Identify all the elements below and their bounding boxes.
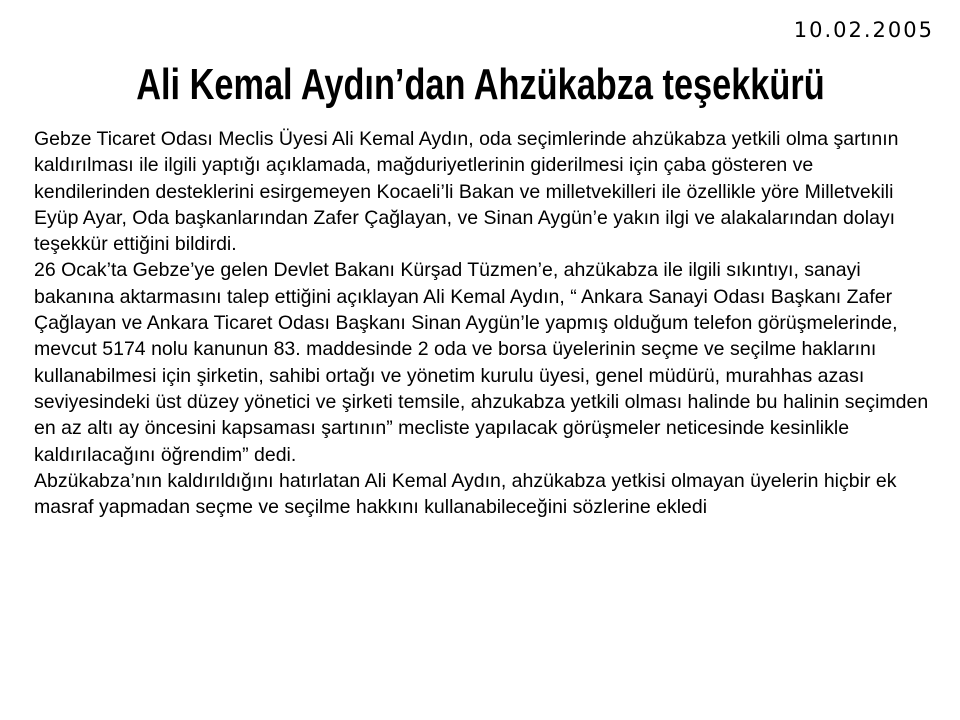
article-date: 10.02.2005: [793, 18, 934, 42]
article-paragraph: Abzükabza’nın kaldırıldığını hatırlatan Ali Kemal Aydın, ahzükabza yetkisi olmayan üyelerin hiçbir ek masraf yapmadan seçme ve seçilme hakkını kullanabileceğini sözlerine ekledi: [34, 469, 897, 519]
article-body: [34, 126, 934, 520]
article-headline: Ali Kemal Aydın’dan Ahzükabza teşekkürü: [136, 60, 825, 109]
article-paragraph: 26 Ocak’ta Gebze’ye gelen Devlet Bakanı Kürşad Tüzmen’e, ahzükabza ile ilgili sıkıntıyı, sanayi bakanına aktarmasını talep ettiğini açıklayan Ali Kemal Aydın, “ Ankara Sanayi Odası Başkanı Zafer Çağlayan ve Ankara Ticaret Odası Başkanı Sinan Aygün’le yapmış olduğum telefon görüşmelerinde, mevcut 5174 nolu kanunun 83. maddesinde 2 oda ve borsa üyelerinin seçme ve seçilme haklarını kullanabilmesi için şirketin, sahibi ortağı ve yönetim kurulu üyesi, genel müdürü, murahhas azası seviyesindeki üst düzey yönetici ve şirketi temsile, ahzukabza yetkili olması halinde bu halinin seçimden en az altı ay öncesini kapsaması şartının” mecliste yapılacak görüşmeler neticesinde kesinlikle kaldırılacağını öğrendim” dedi.: [34, 259, 929, 466]
article-paragraph: Gebze Ticaret Odası Meclis Üyesi Ali Kemal Aydın, oda seçimlerinde ahzükabza yetkili olma şartının kaldırılması ile ilgili yaptığı açıklamada, mağduriyetlerinin giderilmesi için çaba gösteren ve kendilerinden desteklerini esirgemeyen Kocaeli’li Bakan ve milletvekilleri ile özellikle yöre Milletvekili Eyüp Ayar, Oda başkanlarından Zafer Çağlayan, ve Sinan Aygün’e yakın ilgi ve alakalarından dolayı teşekkür ettiğini bildirdi.: [34, 128, 899, 256]
